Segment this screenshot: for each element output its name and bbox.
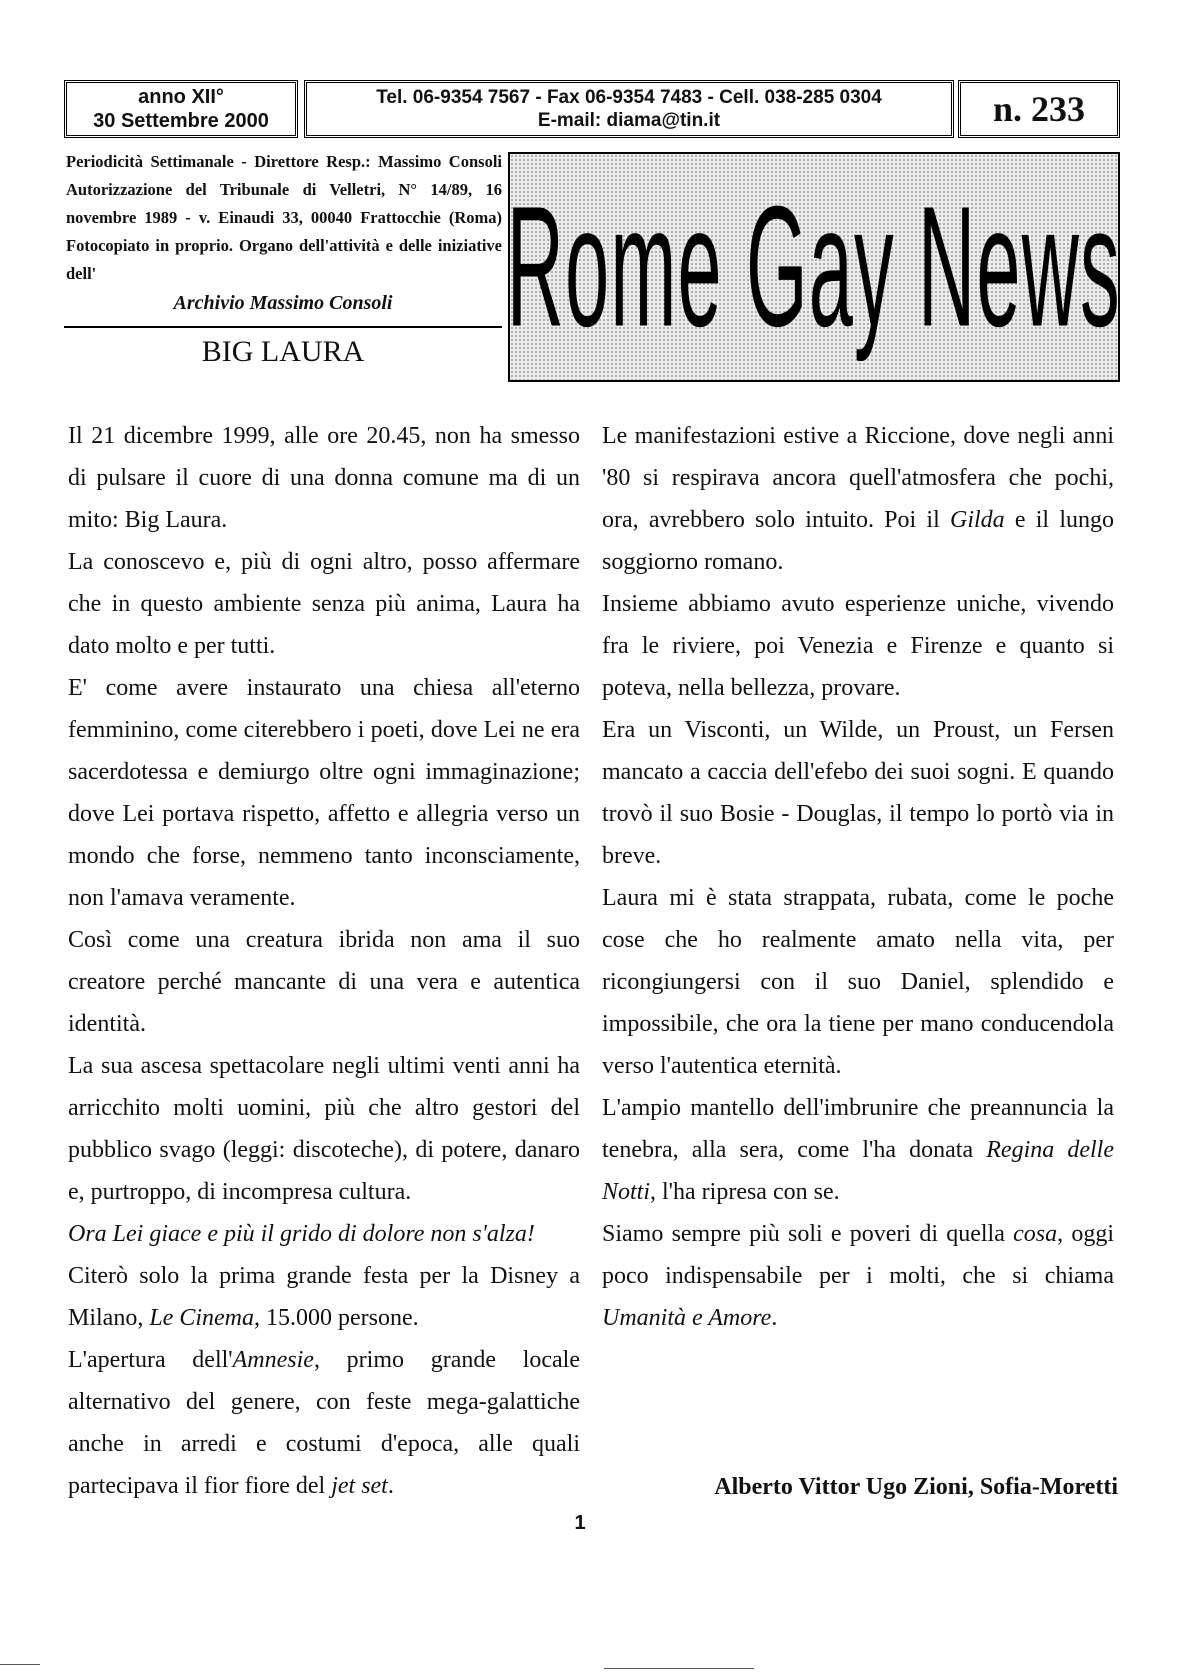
author-signature: Alberto Vittor Ugo Zioni, Sofia-Moretti — [714, 1474, 1118, 1500]
masthead-info: Periodicità Settimanale - Direttore Resp.: Massimo Consoli Autorizzazione del Tribunale di Velletri, N° 14/89, 16 novembre 1989 - v. Einaudi 33, 00040 Frattocchie (Roma) Fotocopiato in proprio. Organo dell'attività e delle iniziative dell' — [66, 152, 502, 283]
text-run: , primo grande locale alternativo del genere, con feste mega-galattiche anche in arredi e costumi d'epoca, alle quali partecipava il fior fiore del — [68, 1347, 580, 1499]
scan-artifact-line — [604, 1668, 754, 1669]
italic-text: Gilda — [949, 507, 1005, 533]
paragraph: Laura mi è stata strappata, rubata, come le poche cose che ho realmente amato nella vita, per ricongiungersi con il suo Daniel, splendido e impossibile, che ora la tiene per mano conducendola verso l'autentica eternità. — [602, 885, 1114, 1079]
article-title: BIG LAURA — [201, 335, 365, 368]
issue-number-box — [958, 80, 1120, 138]
logo-text: Rome Gay News — [506, 170, 1122, 362]
text-run: L'apertura dell' — [68, 1347, 233, 1373]
paragraph: La sua ascesa spettacolare negli ultimi venti anni ha arricchito molti uomini, più che altro gestori del pubblico svago (leggi: discoteche), di potere, danaro e, purtroppo, di incompresa cultura. — [68, 1053, 580, 1205]
article-column-right — [602, 415, 1114, 1339]
text-run: L'ampio mantello dell'imbrunire che preannuncia la tenebra, alla sera, come l'ha donata — [602, 1095, 1114, 1163]
text-run: , l'ha ripresa con se. — [650, 1179, 840, 1205]
italic-text: jet set — [331, 1473, 388, 1499]
text-run: e il lungo soggiorno romano. — [602, 507, 1114, 575]
paragraph: Era un Visconti, un Wilde, un Proust, un Fersen mancato a caccia dell'efebo dei suoi sogni. E quando trovò il suo Bosie - Douglas, il tempo lo portò via in breve. — [602, 717, 1114, 869]
paragraph — [68, 1213, 580, 1255]
italic-text: Umanità e Amore — [602, 1305, 772, 1331]
text-run: . — [387, 1473, 394, 1499]
italic-text: Le Cinema — [149, 1305, 254, 1331]
archive-name: Archivio Massimo Consoli — [173, 292, 393, 314]
paragraph: Così come una creatura ibrida non ama il suo creatore perché mancante di una vera e autentica identità. — [68, 927, 580, 1037]
italic-text: Ora Lei giace e più il grido di dolore non s'alza! — [68, 1221, 535, 1247]
paragraph — [68, 1339, 580, 1507]
newspaper-logo — [508, 152, 1120, 382]
paragraph: La conoscevo e, più di ogni altro, posso affermare che in questo ambiente senza più anima, Laura ha dato molto e per tutti. — [68, 549, 580, 659]
text-run: Siamo sempre più soli e poveri di quella — [602, 1221, 1014, 1247]
italic-text: Regina delle Notti — [602, 1137, 1114, 1205]
paragraph — [68, 1255, 580, 1339]
article-column-left — [68, 415, 580, 1507]
divider-rule — [64, 326, 502, 328]
volume-label: anno XII° — [138, 86, 224, 108]
issue-date: 30 Settembre 2000 — [93, 110, 269, 132]
scan-artifact-line — [0, 1664, 40, 1665]
paragraph: E' come avere instaurato una chiesa all'eterno femminino, come citerebbero i poeti, dove Lei ne era sacerdotessa e demiurgo oltre ogni immaginazione; dove Lei portava rispetto, affetto e allegria verso un mondo che forse, nemmeno tanto inconsciamente, non l'amava veramente. — [68, 675, 580, 911]
phone-line: Tel. 06-9354 7567 - Fax 06-9354 7483 - Cell. 038-285 0304 — [376, 87, 882, 108]
text-run: , oggi poco indispensabile per i molti, che si chiama — [602, 1221, 1114, 1289]
paragraph — [602, 1087, 1114, 1213]
text-run: Citerò solo la prima grande festa per la Disney a Milano, — [68, 1263, 580, 1331]
text-run: . — [771, 1305, 778, 1331]
paragraph — [602, 415, 1114, 583]
contact-box — [304, 80, 954, 138]
volume-date-box — [64, 80, 298, 138]
paragraph: Insieme abbiamo avuto esperienze uniche, vivendo fra le riviere, poi Venezia e Firenze e quanto si poteva, nella bellezza, provare. — [602, 591, 1114, 701]
italic-text: cosa — [1013, 1221, 1058, 1247]
italic-text: Amnesie — [232, 1347, 314, 1373]
paragraph — [602, 1213, 1114, 1339]
text-run: , 15.000 persone. — [254, 1305, 419, 1331]
text-run: Le manifestazioni estive a Riccione, dove negli anni '80 si respirava ancora quell'atmosfera che pochi, ora, avrebbero solo intuito. Poi il — [602, 423, 1114, 533]
email-line: E-mail: diama@tin.it — [537, 110, 721, 131]
paragraph: Il 21 dicembre 1999, alle ore 20.45, non ha smesso di pulsare il cuore di una donna comune ma di un mito: Big Laura. — [68, 423, 580, 533]
issue-number: n. 233 — [992, 89, 1086, 129]
page-number: 1 — [574, 1512, 586, 1534]
